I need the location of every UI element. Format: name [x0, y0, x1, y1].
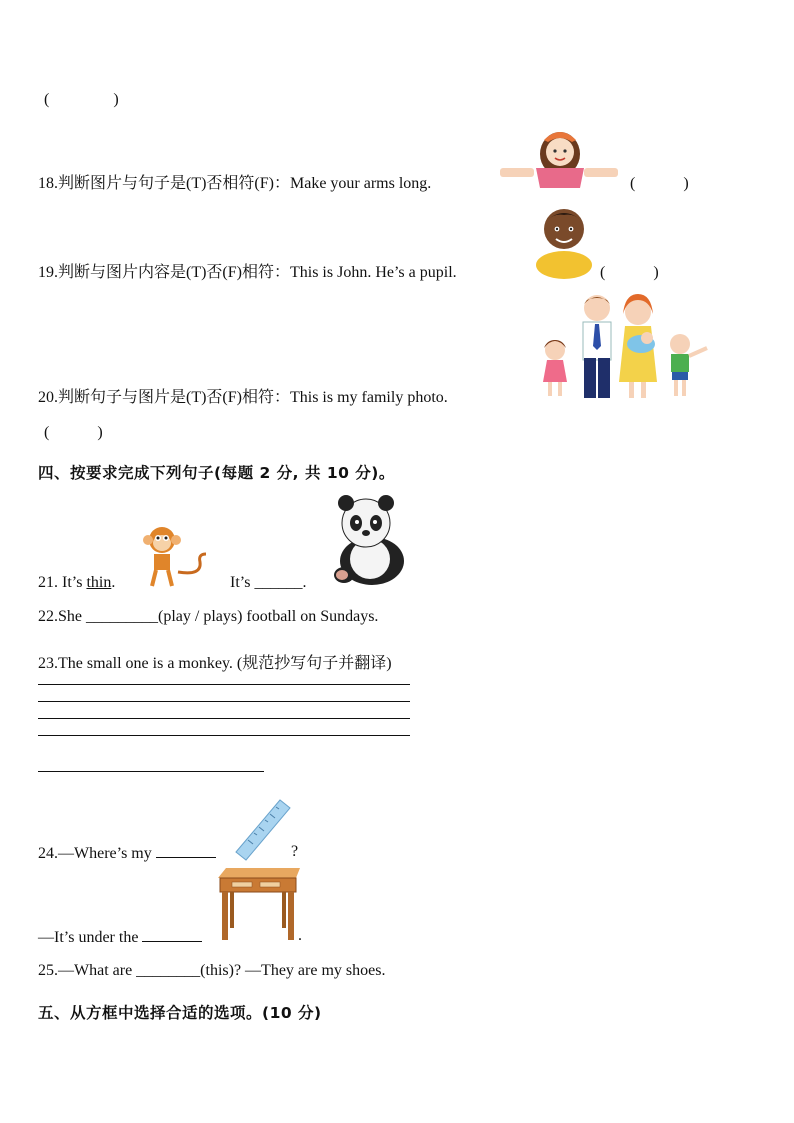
answer-paren-18[interactable]: ( ) [630, 175, 689, 192]
answer-paren-19[interactable]: ( ) [600, 264, 659, 281]
question-21-suffix: . [111, 574, 116, 591]
answer-paren-20[interactable]: ( ) [44, 424, 103, 441]
panda-image [330, 495, 410, 587]
monkey-image [136, 524, 210, 588]
question-19: 19.判断与图片内容是(T)否(F)相符：This is John. He’s a pupil. [38, 264, 457, 281]
question-21-word: thin [86, 574, 112, 591]
question-24-blank-2[interactable] [142, 927, 202, 942]
question-20: 20.判断句子与图片是(T)否(F)相符：This is my family photo. [38, 389, 448, 406]
boy-john-image [534, 203, 594, 275]
question-24-blank-1[interactable] [156, 843, 216, 858]
question-25: 25.—What are ________(this)? —They are my shoes. [38, 962, 386, 979]
question-24-period: . [298, 927, 302, 944]
question-24-mark: ? [291, 843, 299, 860]
question-21-prefix: 21. It’s [38, 574, 87, 591]
section-4-heading: 四、按要求完成下列句子(每题 2 分, 共 10 分)。 [38, 464, 395, 482]
question-24-prefix-2: —It’s under the [38, 929, 143, 946]
question-24-line-2 [38, 927, 202, 947]
question-21-answer[interactable]: It’s ______. [230, 574, 307, 591]
question-23: 23.The small one is a monkey. (规范抄写句子并翻译) [38, 655, 392, 672]
question-21 [38, 574, 115, 592]
writing-line-2[interactable] [38, 701, 410, 702]
girl-arms-out-image [500, 124, 620, 188]
answer-paren-17[interactable]: ( ) [44, 91, 119, 108]
writing-line-3[interactable] [38, 718, 410, 719]
question-24-prefix: 24.—Where’s my [38, 845, 156, 862]
desk-image [218, 868, 300, 942]
writing-line-4[interactable] [38, 735, 410, 736]
writing-line-1[interactable] [38, 684, 410, 685]
question-18: 18.判断图片与句子是(T)否相符(F)：Make your arms long. [38, 175, 432, 192]
translation-line[interactable] [38, 771, 264, 772]
ruler-image [232, 796, 292, 860]
section-5-heading: 五、从方框中选择合适的选项。(10 分) [38, 1004, 322, 1022]
question-24-line-1 [38, 843, 216, 863]
family-photo-image [535, 290, 710, 402]
question-22: 22.She _________(play / plays) football on Sundays. [38, 608, 379, 625]
